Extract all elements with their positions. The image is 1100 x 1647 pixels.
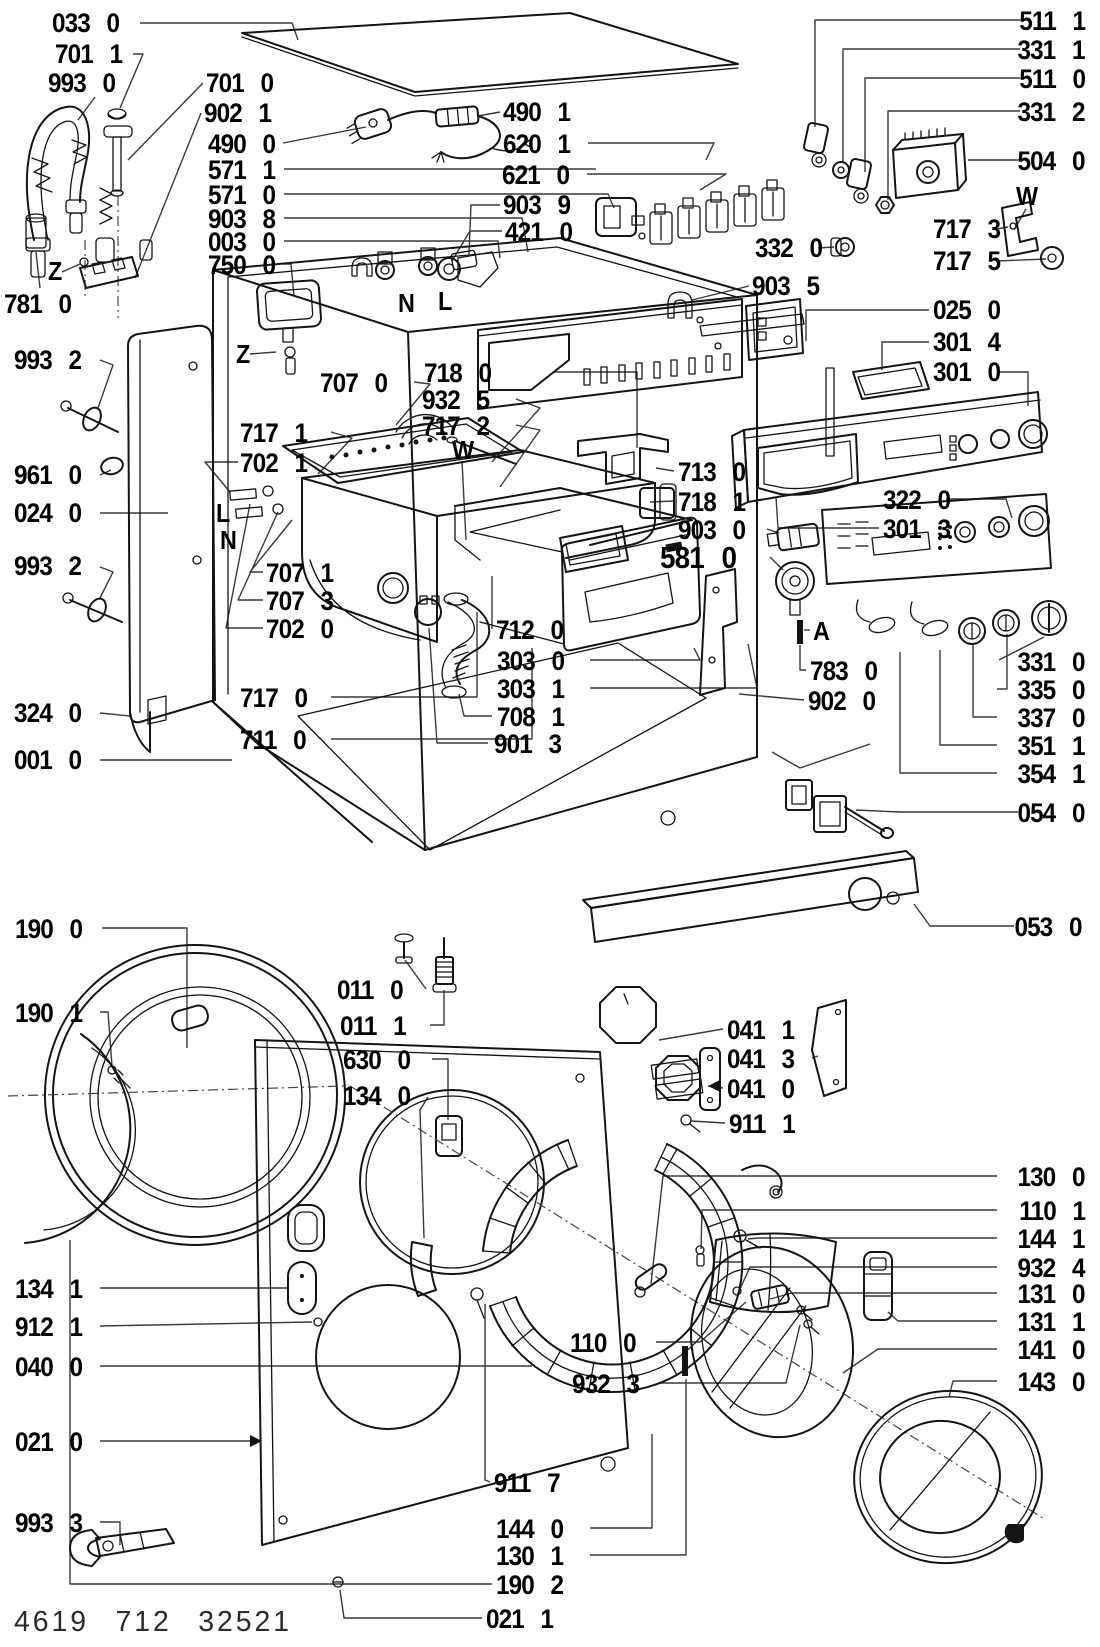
part-label-134-1-93: 134 1 <box>15 1274 83 1304</box>
part-label-190-1-76: 190 1 <box>15 998 83 1028</box>
part-label-322-0-31: 322 0 <box>883 485 951 515</box>
part-label-033-0-0: 033 0 <box>52 8 120 38</box>
part-label-932-4-88: 932 4 <box>1017 1253 1085 1283</box>
part-label-993-2-33: 993 2 <box>14 345 82 375</box>
part-label-110-0-98: 110 0 <box>570 1328 636 1358</box>
part-label-011-0-77: 011 0 <box>337 975 403 1005</box>
part-label-581-0-59: 581 0 <box>660 540 737 575</box>
part-label-303-0-61: 303 0 <box>497 646 565 676</box>
part-label-L-55: L <box>438 286 452 316</box>
part-label-511-0-20: 511 0 <box>1019 64 1085 94</box>
part-label-961-0-34: 961 0 <box>14 460 82 490</box>
part-label-324-0-37: 324 0 <box>14 698 82 728</box>
part-label-331-0-68: 331 0 <box>1017 647 1085 677</box>
part-label-717-3-24: 717 3 <box>933 214 1001 244</box>
part-label-701-0-3: 701 0 <box>206 68 274 98</box>
part-label-712-0-60: 712 0 <box>496 615 564 645</box>
part-label-335-0-69: 335 0 <box>1017 675 1085 705</box>
part-label-354-1-72: 354 1 <box>1017 759 1085 789</box>
part-label-134-0-80: 134 0 <box>343 1081 411 1111</box>
part-label-571-0-7: 571 0 <box>208 180 276 210</box>
part-label-143-0-92: 143 0 <box>1017 1367 1085 1397</box>
part-label-040-0-95: 040 0 <box>15 1352 83 1382</box>
part-label-713-0-56: 713 0 <box>678 457 746 487</box>
part-label-702-1-42: 702 1 <box>240 448 308 478</box>
part-label-571-1-6: 571 1 <box>208 155 276 185</box>
part-label-750-0-10: 750 0 <box>208 250 276 280</box>
part-label-718-0-50: 718 0 <box>424 358 492 388</box>
part-label-041-1-81: 041 1 <box>727 1015 795 1045</box>
part-label-141-0-91: 141 0 <box>1017 1335 1085 1365</box>
part-label-993-2-36: 993 2 <box>14 551 82 581</box>
part-label-Z-12: Z <box>48 256 62 286</box>
part-label-N-54: N <box>398 288 415 318</box>
part-label-504-0-22: 504 0 <box>1017 146 1085 176</box>
part-label-301-0-30: 301 0 <box>933 357 1001 387</box>
part-label-717-1-41: 717 1 <box>240 418 308 448</box>
part-label-Z-39: Z <box>236 339 250 369</box>
part-label-144-0-101: 144 0 <box>496 1514 564 1544</box>
part-label-903-5-27: 903 5 <box>752 271 820 301</box>
part-label-902-0-67: 902 0 <box>808 686 876 716</box>
part-label-024-0-35: 024 0 <box>14 498 82 528</box>
part-label-783-0-66: 783 0 <box>810 656 878 686</box>
part-label-717-5-25: 717 5 <box>933 246 1001 276</box>
part-label-337-0-70: 337 0 <box>1017 703 1085 733</box>
part-label-144-1-87: 144 1 <box>1017 1224 1085 1254</box>
part-label-001-0-38: 001 0 <box>14 745 82 775</box>
part-label-421-0-17: 421 0 <box>505 217 573 247</box>
part-label-717-0-48: 717 0 <box>240 683 308 713</box>
part-label-932-3-99: 932 3 <box>572 1369 640 1399</box>
part-label-903-9-16: 903 9 <box>503 190 571 220</box>
part-label-011-1-78: 011 1 <box>340 1011 406 1041</box>
part-label-190-0-75: 190 0 <box>15 914 83 944</box>
part-label-701-1-1: 701 1 <box>55 39 123 69</box>
part-label-717-2-52: 717 2 <box>422 411 490 441</box>
part-label-331-2-21: 331 2 <box>1017 97 1085 127</box>
part-label-932-5-51: 932 5 <box>422 385 490 415</box>
part-label-912-1-94: 912 1 <box>15 1312 83 1342</box>
part-label-021-1-104: 021 1 <box>486 1604 554 1634</box>
part-label-131-1-90: 131 1 <box>1017 1307 1085 1337</box>
part-label-630-0-79: 630 0 <box>343 1045 411 1075</box>
part-label-707-1-45: 707 1 <box>266 558 334 588</box>
part-label-301-3-32: 301 3 <box>883 514 951 544</box>
part-label-021-0-96: 021 0 <box>15 1427 83 1457</box>
part-label-620-1-14: 620 1 <box>503 129 571 159</box>
part-label-911-7-100: 911 7 <box>494 1468 560 1498</box>
part-label-A-65: A <box>813 616 830 646</box>
part-label-301-4-29: 301 4 <box>933 327 1001 357</box>
part-label-4619-712-32521-105: 4619 712 32521 <box>14 1606 292 1638</box>
part-label-054-0-73: 054 0 <box>1017 798 1085 828</box>
part-label-025-0-28: 025 0 <box>933 295 1001 325</box>
part-label-993-0-2: 993 0 <box>48 68 116 98</box>
part-label-707-0-40: 707 0 <box>320 368 388 398</box>
part-label-993-3-97: 993 3 <box>15 1508 83 1538</box>
part-label-003-0-9: 003 0 <box>208 227 276 257</box>
part-label-041-0-83: 041 0 <box>727 1074 795 1104</box>
part-label-130-1-102: 130 1 <box>496 1541 564 1571</box>
part-label-911-1-84: 911 1 <box>729 1109 795 1139</box>
part-label-351-1-71: 351 1 <box>1017 731 1085 761</box>
part-label-490-0-5: 490 0 <box>208 129 276 159</box>
part-label-707-3-46: 707 3 <box>266 586 334 616</box>
part-label-303-1-62: 303 1 <box>497 674 565 704</box>
part-label-702-0-47: 702 0 <box>266 614 334 644</box>
part-label-901-3-64: 901 3 <box>494 729 562 759</box>
part-label-130-0-85: 130 0 <box>1017 1162 1085 1192</box>
part-label-110-1-86: 110 1 <box>1019 1196 1085 1226</box>
part-label-711-0-49: 711 0 <box>240 725 306 755</box>
part-label-W-53: W <box>452 435 474 465</box>
part-label-131-0-89: 131 0 <box>1017 1279 1085 1309</box>
part-label-621-0-15: 621 0 <box>502 160 570 190</box>
part-label-903-8-8: 903 8 <box>208 204 276 234</box>
part-label-041-3-82: 041 3 <box>727 1044 795 1074</box>
part-label-511-1-18: 511 1 <box>1019 6 1085 36</box>
part-label-331-1-19: 331 1 <box>1017 35 1085 65</box>
part-label-781-0-11: 781 0 <box>4 289 72 319</box>
part-label-W-23: W <box>1016 181 1038 211</box>
part-label-190-2-103: 190 2 <box>496 1570 564 1600</box>
part-label-N-44: N <box>220 525 237 555</box>
part-label-332-0-26: 332 0 <box>755 233 823 263</box>
part-label-708-1-63: 708 1 <box>497 702 565 732</box>
part-label-718-1-57: 718 1 <box>678 487 746 517</box>
part-label-053-0-74: 053 0 <box>1014 912 1082 942</box>
part-label-903-0-58: 903 0 <box>678 515 746 545</box>
part-label-490-1-13: 490 1 <box>503 97 571 127</box>
part-label-902-1-4: 902 1 <box>204 98 272 128</box>
part-label-L-43: L <box>216 498 230 528</box>
